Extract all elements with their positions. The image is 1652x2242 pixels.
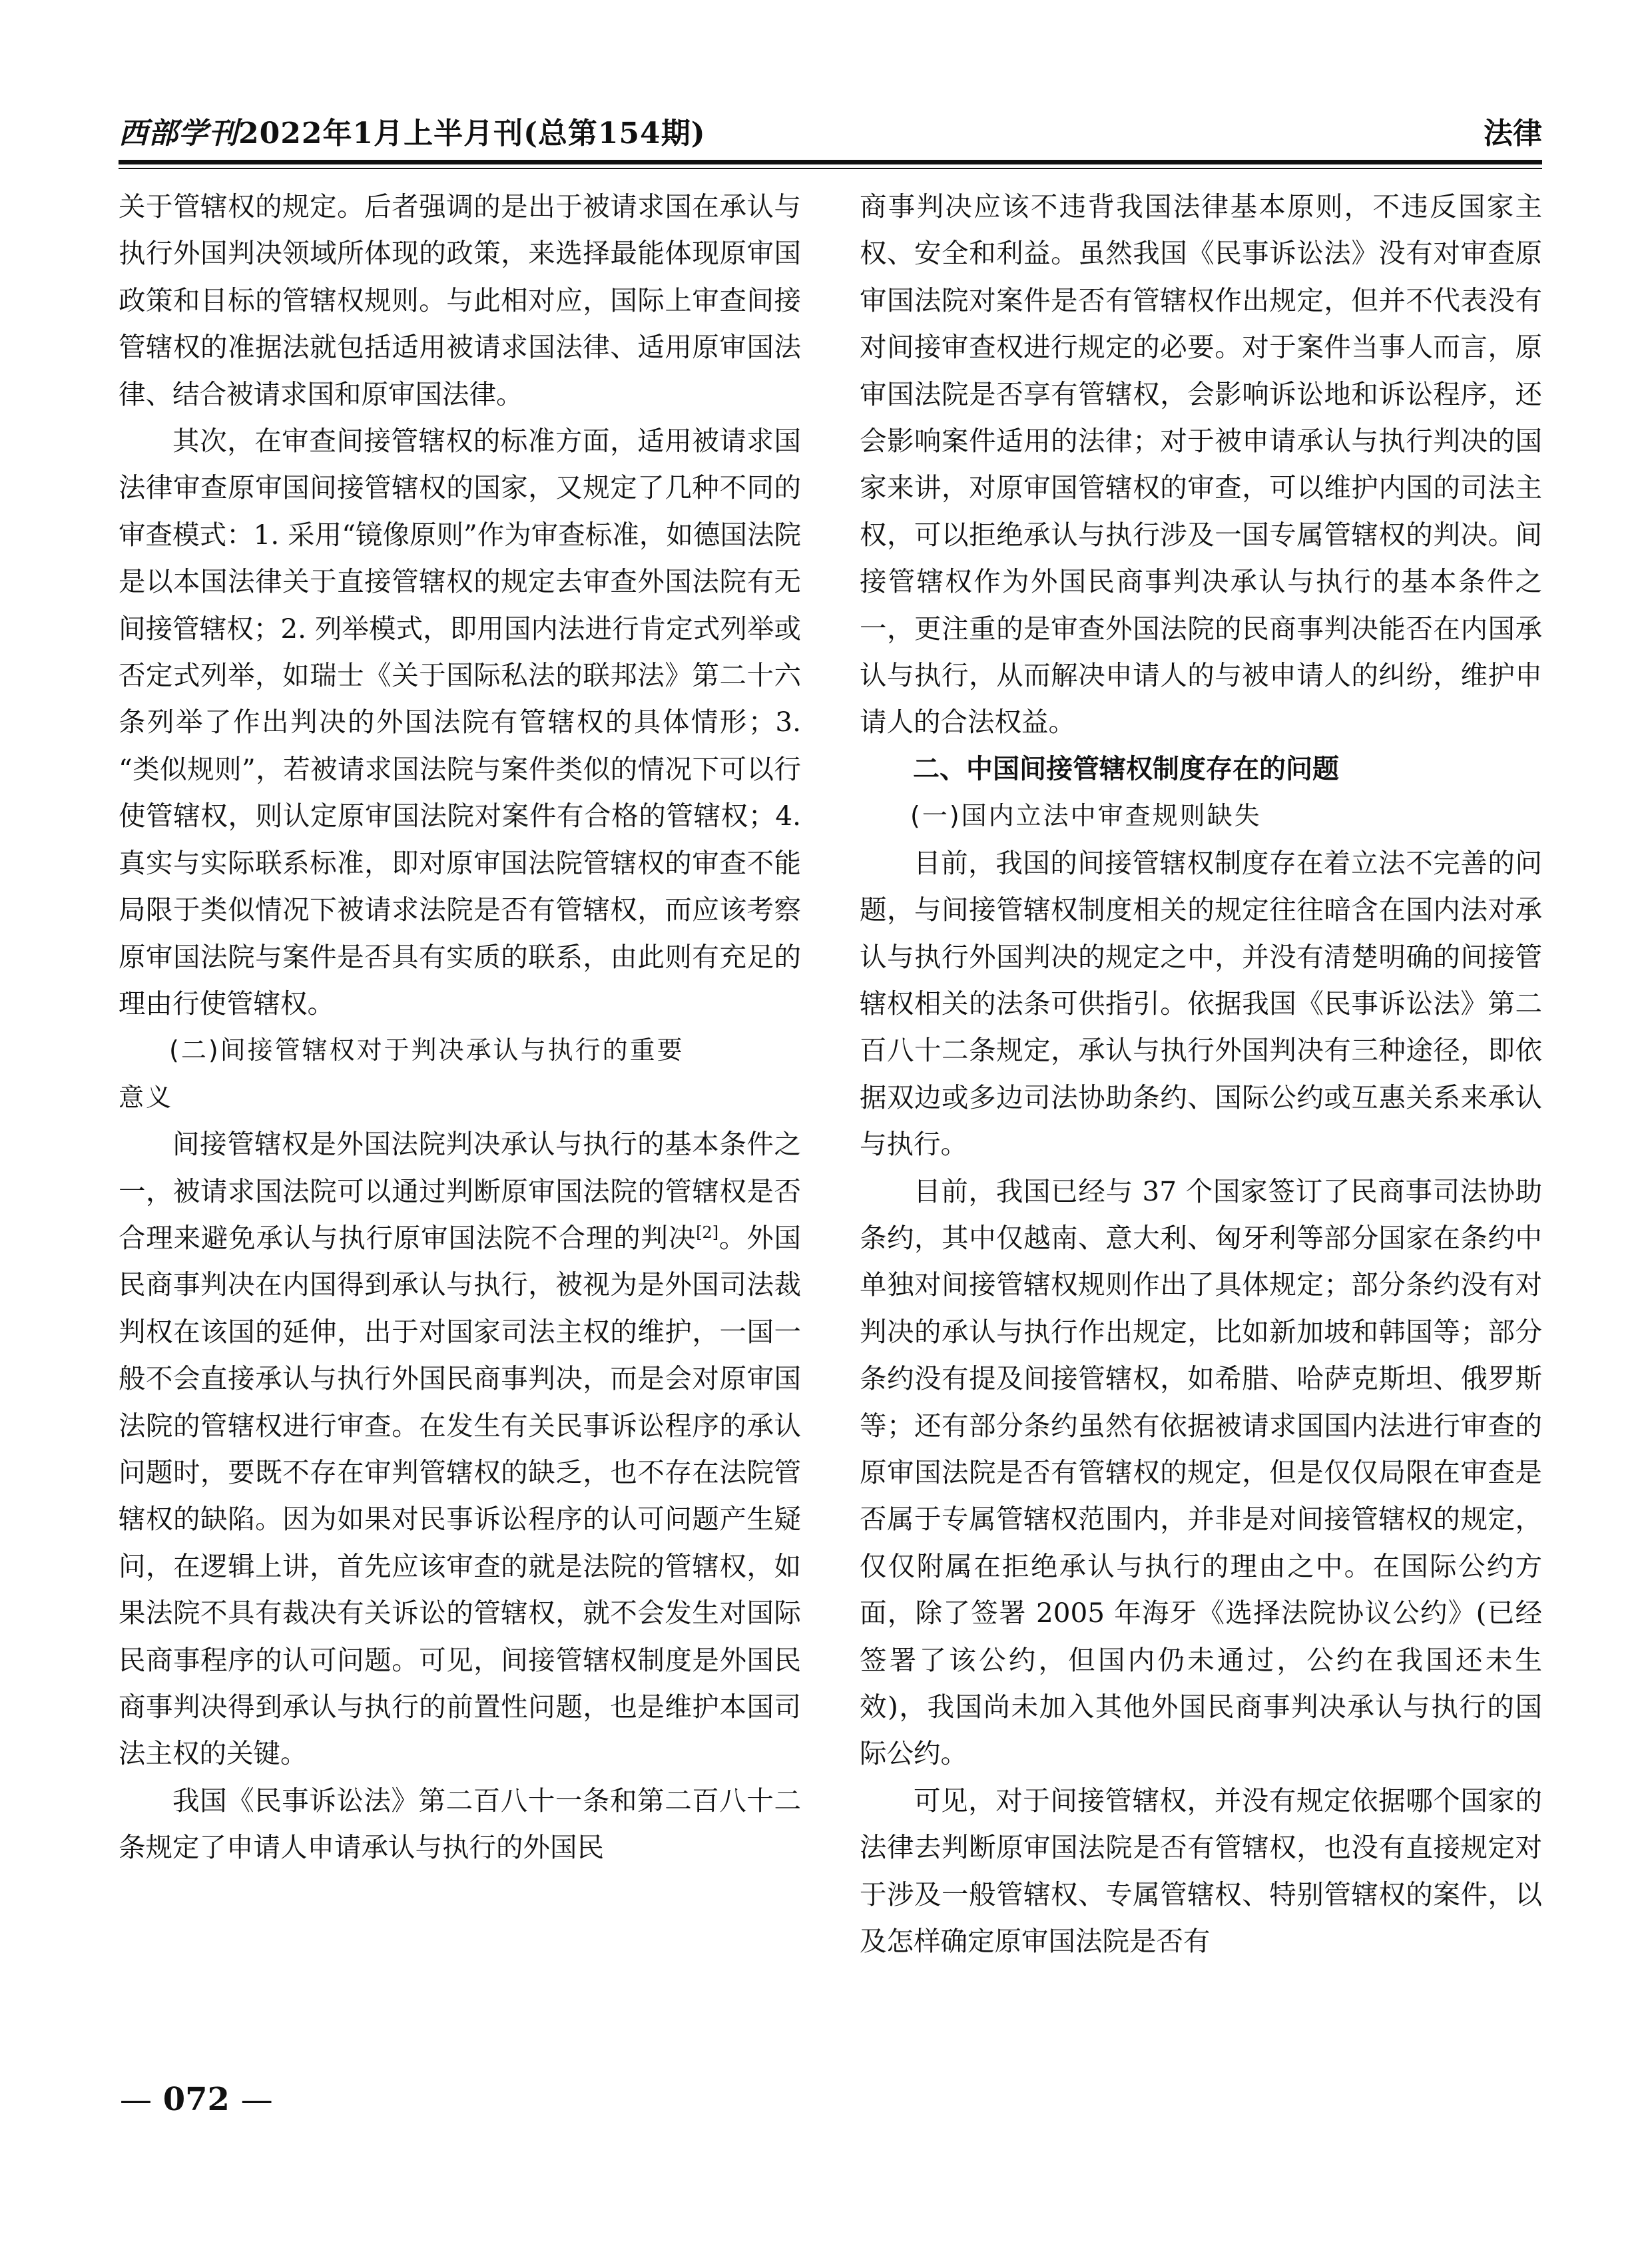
- paragraph-text: 间接管辖权是外国法院判决承认与执行的基本条件之一，被请求国法院可以通过判断原审国法院的管辖权是否合理来避免承认与执行原审国法院不合理的判决: [119, 1128, 801, 1254]
- journal-name: 西部学刊: [119, 117, 238, 150]
- footer-dash: —: [240, 2081, 273, 2118]
- subsection-heading: (二)间接管辖权对于判决承认与执行的重要: [169, 1035, 685, 1065]
- page-footer: [120, 2081, 273, 2118]
- paragraph: 目前，我国的间接管辖权制度存在着立法不完善的问题，与间接管辖权制度相关的规定往往暗含在国内法对承认与执行外国判决的规定之中，并没有清楚明确的间接管辖权相关的法条可供指引。依据我国《民事诉讼法》第二百八十二条规定，承认与执行外国判决有三种途径，即依据双边或多边司法协助条约、国际公约或互惠关系来承认与执行。: [860, 846, 1542, 1161]
- paragraph: 目前，我国已经与 37 个国家签订了民商事司法协助条约，其中仅越南、意大利、匈牙利等部分国家在条约中单独对间接管辖权规则作出了具体规定；部分条约没有对判决的承认与执行作出规定，比如新加坡和韩国等；部分条约没有提及间接管辖权，如希腊、哈萨克斯坦、俄罗斯等；还有部分条约虽然有依据被请求国国内法进行审查的原审国法院是否有管辖权的规定，但是仅仅局限在审查是否属于专属管辖权范围内，并非是对间接管辖权的规定，仅仅附属在拒绝承认与执行的理由之中。在国际公约方面，除了签署 2005 年海牙《选择法院协议公约》(已经签署了该公约，但国内仍未通过，公约在我国还未生效)，我国尚未加入其他外国民商事判决承认与执行的国际公约。: [860, 1175, 1542, 1770]
- paragraph-text: 。外国民商事判决在内国得到承认与执行，被视为是外国司法裁判权在该国的延伸，出于对国家司法主权的维护，一国一般不会直接承认与执行外国民商事判决，而是会对原审国法院的管辖权进行审查。在发生有关民事诉讼程序的承认问题时，要既不存在审判管辖权的缺乏，也不存在法院管辖权的缺陷。因为如果对民事诉讼程序的认可问题产生疑问，在逻辑上讲，首先应该审查的就是法院的管辖权，如果法院不具有裁决有关诉讼的管辖权，就不会发生对国际民商事程序的认可问题。可见，间接管辖权制度是外国民商事判决得到承认与执行的前置性问题，也是维护本国司法主权的关键。: [119, 1221, 801, 1770]
- section-heading: 二、中国间接管辖权制度存在的问题: [913, 753, 1339, 784]
- paragraph: 商事判决应该不违背我国法律基本原则，不违反国家主权、安全和利益。虽然我国《民事诉讼法》没有对审查原审国法院对案件是否有管辖权作出规定，但并不代表没有对间接审查权进行规定的必要。对于案件当事人而言，原审国法院是否享有管辖权，会影响诉讼地和诉讼程序，还会影响案件适用的法律；对于被申请承认与执行判决的国家来讲，对原审国管辖权的审查，可以维护内国的司法主权，可以拒绝承认与执行涉及一国专属管辖权的判决。间接管辖权作为外国民商事判决承认与执行的基本条件之一，更注重的是审查外国法院的民商事判决能否在内国承认与执行，从而解决申请人的与被申请人的纠纷，维护申请人的合法权益。: [860, 190, 1542, 738]
- paragraph: [119, 1121, 801, 1777]
- paragraph: 其次，在审查间接管辖权的标准方面，适用被请求国法律审查原审国间接管辖权的国家，又规定了几种不同的审查模式：1. 采用“镜像原则”作为审查标准，如德国法院是以本国法律关于直接管辖权的规定去审查外国法院有无间接管辖权；2. 列举模式，即用国内法进行肯定式列举或否定式列举，如瑞士《关于国际私法的联邦法》第二十六条列举了作出判决的外国法院有管辖权的具体情形；3. “类似规则”，若被请求国法院与案件类似的情况下可以行使管辖权，则认定原审国法院对案件有合格的管辖权；4. 真实与实际联系标准，即对原审国法院管辖权的审查不能局限于类似情况下被请求法院是否有管辖权，而应该考察原审国法院与案件是否具有实质的联系，由此则有充足的理由行使管辖权。: [119, 425, 801, 1019]
- page-number: 072: [162, 2081, 230, 2118]
- paragraph: 关于管辖权的规定。后者强调的是出于被请求国在承认与执行外国判决领域所体现的政策，来选择最能体现原审国政策和目标的管辖权规则。与此相对应，国际上审查间接管辖权的准据法就包括适用被请求国法律、适用原审国法律、结合被请求国和原审国法律。: [119, 190, 801, 410]
- paragraph: 我国《民事诉讼法》第二百八十一条和第二百八十二条规定了申请人申请承认与执行的外国民: [119, 1784, 801, 1864]
- footer-dash: —: [120, 2081, 152, 2118]
- citation-ref: [2]: [696, 1223, 719, 1242]
- journal-issue-line: [119, 109, 706, 152]
- running-header: [119, 105, 1542, 158]
- header-rule-thin: [119, 168, 1542, 169]
- subsection-heading: (一)国内立法中审查规则缺失: [910, 801, 1262, 831]
- right-column: [860, 183, 1542, 2058]
- header-rule-thick: [119, 160, 1542, 164]
- subsection-heading-continued: 意义: [119, 1082, 174, 1112]
- left-column: [119, 183, 801, 2058]
- issue-info: 2022年1月上半月刊(总第154期): [238, 117, 706, 150]
- section-label: 法律: [1484, 117, 1542, 150]
- paragraph: 可见，对于间接管辖权，并没有规定依据哪个国家的法律去判断原审国法院是否有管辖权，也没有直接规定对于涉及一般管辖权、专属管辖权、特别管辖权的案件，以及怎样确定原审国法院是否有: [860, 1784, 1542, 1958]
